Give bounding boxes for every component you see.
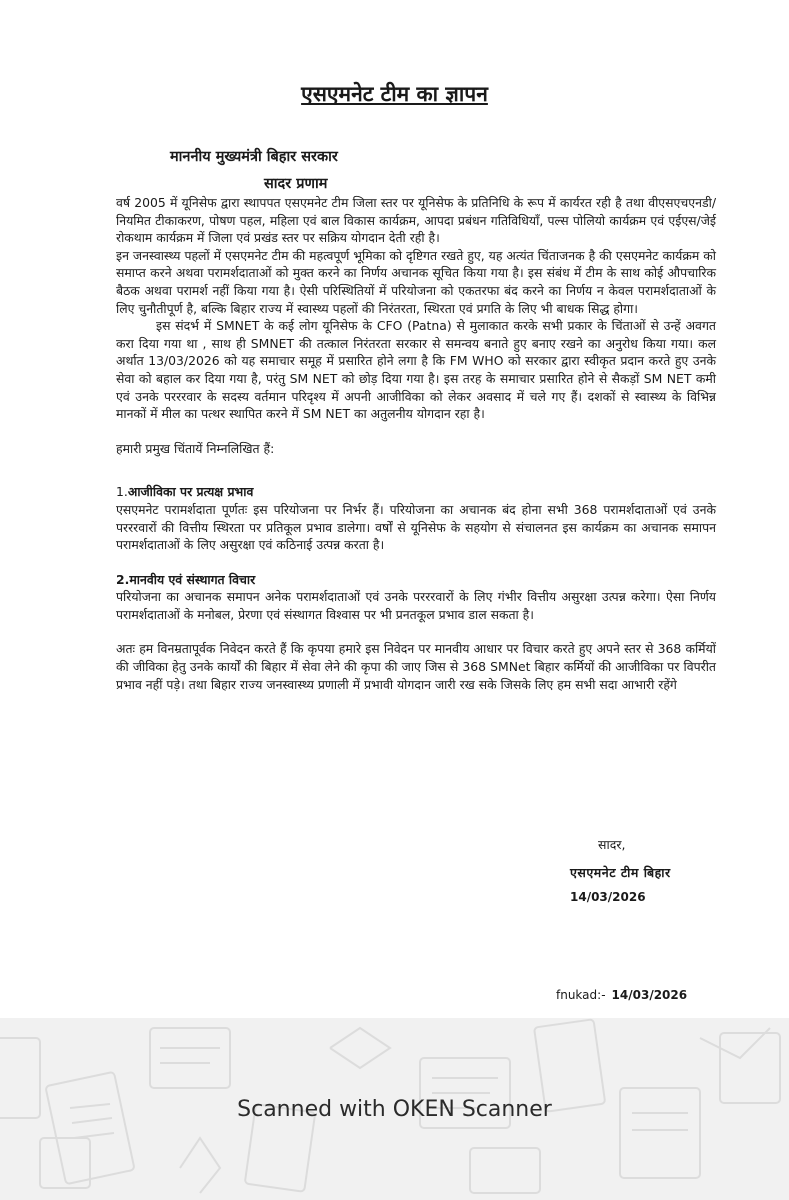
signature-date: 14/03/2026	[570, 890, 646, 904]
letter-body	[116, 194, 716, 693]
paragraph-background: वर्ष 2005 में यूनिसेफ द्वारा स्थापपत एसएमनेट टीम जिला स्तर पर यूनिसेफ के प्रतिनिधि के रूप में कार्यरत रही है तथा वीएसएचएनडी/नियमित टीकाकरण, पोषण पहल, महिला एवं बाल विकास कार्यक्रम, आपदा प्रबंधन गतिविधियाँ, पल्स पोलियो कार्यक्रम एवं एईएस/जेई रोकथाम कार्यक्रम में जिला एवं प्रखंड स्तर पर सक्रिय योगदान देती रही है।	[116, 195, 716, 246]
concern-title-2: मानवीय एवं संस्थागत विचार	[129, 571, 256, 587]
concern-title-1: आजीविका पर प्रत्यक्ष प्रभाव	[127, 484, 254, 500]
concern-heading-2	[116, 571, 716, 589]
paragraph-context: इस संदर्भ में SMNET के कई लोग यूनिसेफ के CFO (Patna) से मुलाकात करके सभी प्रकार के चिंताओं से उन्हें अवगत करा दिया गया था , साथ ही SMNET की तत्काल निरंतरता सरकार से समन्वय बनाते हुए बनाए रखने का अनुरोध किया गया। कल अर्थात 13/03/2026 को यह समाचार समूह में प्रसारित होने लगा है कि FM WHO को सरकार द्वारा स्वीकृत प्रदान करते हुए उनके सेवा को बहाल कर दिया गया है, परंतु SM NET को छोड़ दिया गया है। इस तरह के समाचार प्रसारित होने से सैकड़ों SM NET कमी एवं उनके परररवार के सदस्य वर्तमान परिदृश्य में अपनी आजीविका को लेकर अवसाद में चले गए हैं। दशकों से स्वास्थ्य के विभिन्न मानकों में मील का पत्थर स्थापित करने में SM NET का अतुलनीय योगदान रहा है।	[116, 318, 716, 422]
concern-text-1: एसएमनेट परामर्शदाता पूर्णतः इस परियोजना पर निर्भर हैं। परियोजना का अचानक बंद होना सभी 368 परामर्शदाताओं एवं उनके परररवारों की वित्तीय स्थिरता पर प्रतिकूल प्रभाव डालेगा। वर्षों से यूनिसेफ के सहयोग से संचालनत इस कार्यक्रम का अचानक समापन परामर्शदाताओं के लिए असुरक्षा एवं कठिनाई उत्पन्न करता है।	[116, 501, 716, 553]
concern-number-1: 1.	[116, 484, 128, 500]
addressee-line: माननीय मुख्यमंत्री बिहार सरकार	[170, 149, 338, 165]
concern-text-2: परियोजना का अचानक समापन अनेक परामर्शदाताओं एवं उनके परररवारों के लिए गंभीर वित्तीय असुरक्षा उत्पन्न करेगा। ऐसा निर्णय परामर्शदाताओं के मनोबल, प्रेरणा एवं संस्थागत विश्वास पर भी प्रनतकूल प्रभाव डाल सकता है।	[116, 589, 716, 622]
footer-date-value: 14/03/2026	[611, 988, 688, 1002]
signatory-team: एसएमनेट टीम बिहार	[570, 865, 671, 880]
paragraph-request: अतः हम विनम्रतापूर्वक निवेदन करते हैं कि कृपया हमारे इस निवेदन पर मानवीय आधार पर विचार करते हुए अपने स्तर से 368 कर्मियों की जीविका हेतु उनके कार्यों की बिहार में सेवा लेने की कृपा की जाए जिस से 368 SMNet बिहार कर्मियों की आजीविका पर विपरीत प्रभाव नहीं पड़े। तथा बिहार राज्य जनस्वास्थ्य प्रणाली में प्रभावी योगदान जारी रख सके जिसके लिए हम सभी सदा आभारी रहेंगे	[116, 641, 716, 692]
concerns-intro: हमारी प्रमुख चिंतायें निम्नलिखित हैं:	[116, 440, 275, 456]
scanner-watermark-text: Scanned with OKEN Scanner	[237, 1097, 552, 1122]
concern-number-2: 2.	[116, 571, 130, 587]
salutation: सादर प्रणाम	[264, 176, 328, 192]
footer-date-label: fnukad:-	[556, 988, 606, 1002]
footer-date	[556, 988, 687, 1002]
closing-text: सादर,	[598, 837, 626, 852]
paragraph-concern: इन जनस्वास्थ्य पहलों में एसएमनेट टीम की महत्वपूर्ण भूमिका को दृष्टिगत रखते हुए, यह अत्यंत चिंताजनक है की एसएमनेट कार्यक्रम को समाप्त करने अथवा परामर्शदाताओं को मुक्त करने का निर्णय अचानक सूचित किया गया है। इस संबंध में टीम के साथ कोई औपचारिक बैठक अथवा परामर्श नहीं किया गया है। ऐसी परिस्थितियों में परियोजना को एकतरफा बंद करने का निर्णय न केवल परामर्शदाताओं के लिए चुनौतीपूर्ण है, बल्कि बिहार राज्य में स्वास्थ्य पहलों की निरंतरता, स्थिरता एवं प्रगति के लिए भी बाधक सिद्ध होगा।	[116, 247, 716, 316]
concern-heading-1	[116, 483, 716, 501]
document-title: एसएमनेट टीम का ज्ञापन	[301, 82, 488, 106]
